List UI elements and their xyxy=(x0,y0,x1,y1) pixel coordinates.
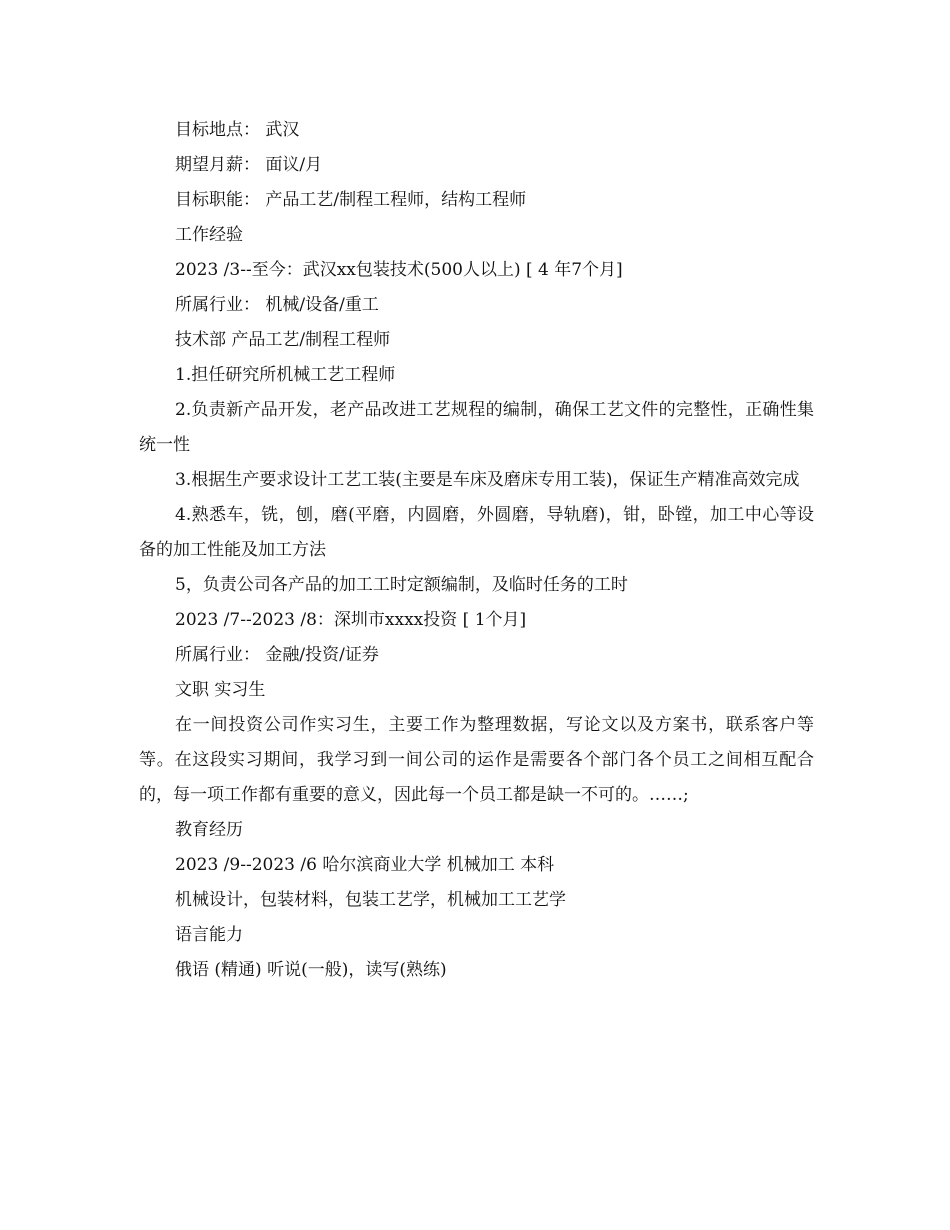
language-skill: 俄语 (精通) 听说(一般)，读写(熟练) xyxy=(175,960,447,980)
resume-body xyxy=(139,113,814,988)
job-2-description: 在一间投资公司作实习生，主要工作为整理数据，写论文以及方案书，联系客户等等。在这段实习期间，我学习到一间公司的运作是需要各个部门各个员工之间相互配合的，每一项工作都有重要的意义，因此每一个员工都是缺一不可的。……; xyxy=(139,715,814,805)
education-courses: 机械设计，包装材料，包装工艺学，机械加工工艺学 xyxy=(175,890,566,910)
section-heading-language: 语言能力 xyxy=(175,925,243,945)
expected-salary: 期望月薪： 面议/月 xyxy=(175,155,323,175)
section-heading-work-experience: 工作经验 xyxy=(175,225,243,245)
job-2-period: 2023 /7--2023 /8：深圳市xxxx投资 [ 1个月] xyxy=(175,610,527,630)
target-function: 目标职能： 产品工艺/制程工程师，结构工程师 xyxy=(175,190,527,210)
target-location: 目标地点： 武汉 xyxy=(175,120,300,140)
job-1-duty-3: 3.根据生产要求设计工艺工装(主要是车床及磨床专用工装)，保证生产精准高效完成 xyxy=(175,470,800,490)
section-heading-education: 教育经历 xyxy=(175,820,243,840)
job-1-duty-1: 1.担任研究所机械工艺工程师 xyxy=(175,365,396,385)
job-1-duty-5: 5，负责公司各产品的加工工时定额编制，及临时任务的工时 xyxy=(175,575,628,595)
job-2-industry: 所属行业： 金融/投资/证券 xyxy=(175,645,379,665)
job-1-industry: 所属行业： 机械/设备/重工 xyxy=(175,295,379,315)
job-1-period: 2023 /3--至今：武汉xx包装技术(500人以上) [ 4 年7个月] xyxy=(175,260,623,280)
job-1-duty-4: 4.熟悉车，铣，刨，磨(平磨，内圆磨，外圆磨，导轨磨)，钳，卧镗，加工中心等设备的加工性能及加工方法 xyxy=(139,505,814,560)
education-entry: 2023 /9--2023 /6 哈尔滨商业大学 机械加工 本科 xyxy=(175,855,555,875)
job-1-title: 技术部 产品工艺/制程工程师 xyxy=(175,330,391,350)
job-1-duty-2: 2.负责新产品开发，老产品改进工艺规程的编制，确保工艺文件的完整性，正确性集统一性 xyxy=(139,400,814,455)
job-2-title: 文职 实习生 xyxy=(175,680,266,700)
